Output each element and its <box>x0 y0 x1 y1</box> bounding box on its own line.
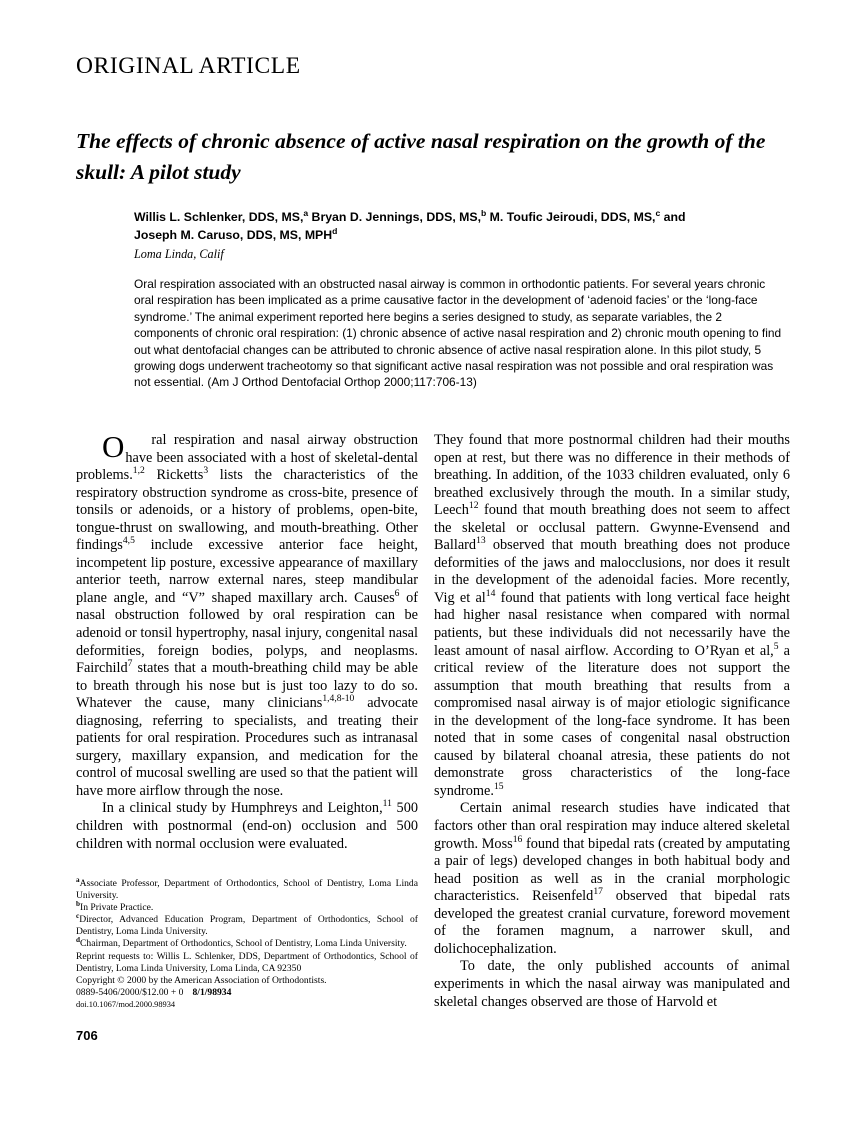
footnote-c: $^c$Director, Advanced Education Program, Department of Orthodontics, School of Dentistry, Loma Linda University. <box>76 912 418 938</box>
citation-ref: 12 <box>468 500 479 512</box>
footnote-marker-c: c <box>76 912 80 921</box>
citation-ref: 11 <box>382 798 392 810</box>
citation-ref: 1,2 <box>132 465 145 477</box>
paragraph: To date, the only published accounts of animal experiments in which the nasal airway was manipulated and skeletal changes observed are those of Harvold et <box>434 958 790 1010</box>
citation-ref: 13 <box>476 535 486 547</box>
issn-code: 8/1/98934 <box>192 986 232 998</box>
footnote-b: $^b$In Private Practice. <box>76 900 154 914</box>
author-2-name: Bryan D. Jennings, DDS, MS, <box>308 210 482 224</box>
citation-ref: 4,5 <box>122 535 135 547</box>
copyright-notice: Copyright © 2000 by the American Association of Orthodontists. <box>76 974 327 986</box>
doi-line: doi.10.1067/mod.2000.98934 <box>76 999 176 1009</box>
author-2-affiliation-marker: b <box>481 207 487 218</box>
author-conjunction: and <box>660 210 686 224</box>
author-3-name: M. Toufic Jeiroudi, DDS, MS, <box>486 210 656 224</box>
paragraph: O ral respiration and nasal airway obstruction have been associated with a host of skeletal-dental problems.$^{1,2}$ Ricketts$^3$ lists the characteristics of the respiratory obstruction syndrome as cross-bite, presence of tonsils or adenoids, or a history of problems, open-bite, tongue-thrust on swallowing, and mouth-breathing. Other findings$^{4,5}$ include excessive anterior face height, incompetent lip posture, excessive appearance of maxillary anterior teeth, narrow external nares, steep mandibular plane angle, and “V” shaped maxillary arch. Causes$^6$ of nasal obstruction followed by oral respiration can be adenoid or tonsil hypertrophy, nasal injury, congenital nasal deformities, foreign bodies, polyps, and neoplasms. Fairchild$^7$ states that a mouth-breathing child may be able to breath through his nose but is just too lazy to do so. Whatever the cause, many clinicians$^{1,4,8-10}$ advocate diagnosing, referring to specialists, and treating their patients for oral respiration. Procedures such as intranasal surgery, maxillary expansion, and medication for the control of mucosal swelling are used so that the patient will have more airflow through the nose. <box>76 429 419 799</box>
footnote-marker-a: a <box>76 875 80 884</box>
reprint-requests: Reprint requests to: Willis L. Schlenker, DDS, Department of Orthodontics, School of Dentistry, Loma Linda University, Loma Linda, CA 92350 <box>76 950 418 974</box>
author-list <box>134 209 790 244</box>
citation-ref: 5 <box>773 640 779 652</box>
citation-ref: 3 <box>203 465 209 477</box>
citation-ref: 17 <box>593 886 603 898</box>
author-4-affiliation-marker: d <box>332 225 338 236</box>
abstract: Oral respiration associated with an obstructed nasal airway is common in orthodontic patients. For several years chronic oral respiration has been implicated as a prime causative factor in the development of ‘adenoid facies’ or the ‘long-face syndrome.’ The animal experiment reported here begins a series designed to study, as separate variables, the 2 components of chronic oral respiration: (1) chronic absence of active nasal respiration and 2) chronic mouth opening to find out what dentofacial changes can be attributed to chronic absence of active nasal respiration alone. In this pilot study, 5 growing dogs underwent tracheotomy so that significant active nasal respiration was not possible and oral respiration was not essential. (Am J Orthod Dentofacial Orthop 2000;117:706-13) <box>134 277 782 390</box>
issn-line: 0889-5406/2000/$12.00 + 0 8/1/98934 <box>76 986 232 998</box>
citation-ref: 14 <box>485 588 496 600</box>
footnote-a: $^a$Associate Professor, Department of Orthodontics, School of Dentistry, Loma Linda University. <box>76 875 418 902</box>
page-number: 706 <box>76 1028 98 1043</box>
footnote-marker-d: d <box>76 936 80 945</box>
author-1-name: Willis L. Schlenker, DDS, MS, <box>134 210 304 224</box>
paragraph: They found that more postnormal children had their mouths open at rest, but there was no difference in their methods of breathing. In addition, of the 1033 children evaluated, only 6 breathed exclusively through the mouth. In a similar study, Leech$^{12}$ found that mouth breathing does not seem to affect the skeletal or occlusal pattern. Gwynne-Evensend and Ballard$^{13}$ observed that mouth breathing does not produce deformities of the jaws and malocclusions, nor does it result in the development of the adenoidal facies. More recently, Vig et $al^{14}$ found that patients with long vertical face height had higher nasal resistance when compared with normal patients, but these individuals did not necessarily have the least amount of nasal airflow. According to O’Ryan et al,$^5$ a critical review of the literature does not support the assumption that mouth breathing that results from a compromised nasal airway is of major etiologic significance in the development of the long-face syndrome. It has been noted that in some cases of congenital nasal obstruction caused by bilateral choanal atresia, these patients do not demonstrate gross characteristics of the long-face syndrome.$^{15}$ <box>434 432 791 799</box>
body-column-left <box>76 429 419 853</box>
paragraph: In a clinical study by Humphreys and Leighton,$^{11}$ 500 children with postnormal (end-on) occlusion and 500 children with normal occlusion were evaluated. <box>76 798 418 852</box>
author-4-name: Joseph M. Caruso, DDS, MS, MPH <box>134 227 333 242</box>
paragraph: Certain animal research studies have indicated that factors other than oral respiration may induce altered skeletal growth. Moss$^{16}$ found that bipedal rats (created by amputating a pair of legs) developed changes in both habitual body and head position as well as in the cranial morphologic characteristics. Reisenfeld$^{17}$ observed that bipedal rats developed the greatest cranial curvature, foreword movement of the foramen magnum, a narrower skull, and dolichocephalization. <box>434 800 790 957</box>
citation-ref: 6 <box>394 588 400 600</box>
author-3-affiliation-marker: c <box>655 207 661 218</box>
author-1-affiliation-marker: a <box>303 207 309 218</box>
article-kicker: ORIGINAL ARTICLE <box>76 53 301 79</box>
citation-ref: 1,4,8-10 <box>322 693 355 705</box>
footnote-d: $^d$Chairman, Department of Orthodontics, School of Dentistry, Loma Linda University. <box>76 936 407 950</box>
footnote-block <box>76 875 418 1011</box>
article-title: The effects of chronic absence of active nasal respiration on the growth of the skull: A pilot study <box>76 129 766 185</box>
body-column-right <box>434 432 790 1011</box>
affiliation-city: Loma Linda, Calif <box>134 247 224 261</box>
citation-ref: 7 <box>127 658 133 670</box>
drop-cap: O <box>102 429 125 464</box>
footnote-marker-b: b <box>76 900 80 908</box>
citation-ref: 16 <box>512 833 523 845</box>
citation-ref: 15 <box>493 781 504 793</box>
